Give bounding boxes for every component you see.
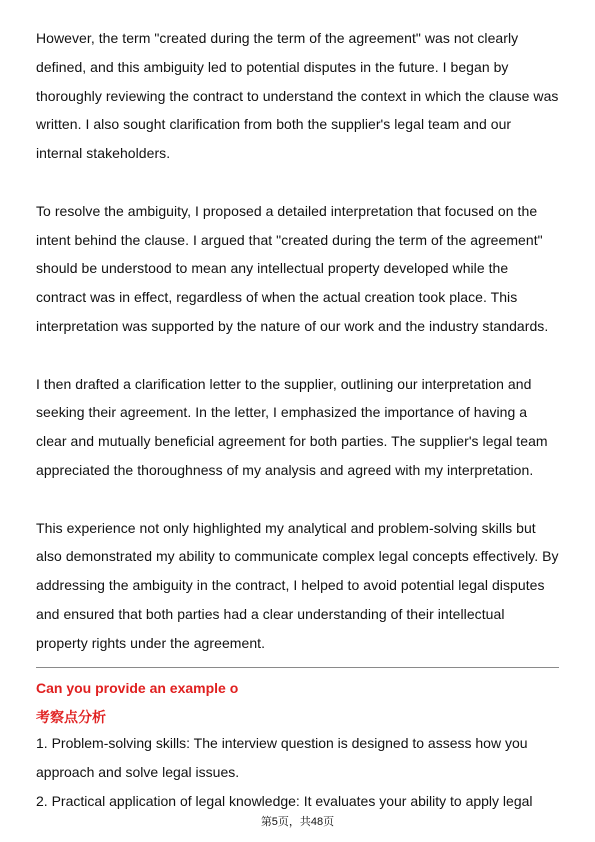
analysis-point: 2. Practical application of legal knowledge: It evaluates your ability to apply legal: [36, 792, 533, 809]
paragraph-2: To resolve the ambiguity, I proposed a detailed interpretation that focused on the intent behind the clause. I argued that "created during the term of the agreement" should be understood to mean any intellectual property developed while the contract was in effect, regardless of when the actual creation took place. This interpretation was supported by the nature of our work and the industry standards.: [36, 202, 549, 334]
section-divider: [36, 667, 559, 668]
analysis-point: 1. Problem-solving skills: The interview question is designed to assess how you approach and solve legal issues.: [36, 735, 528, 780]
paragraph-1: However, the term "created during the term of the agreement" was not clearly defined, and this ambiguity led to potential disputes in the future. I began by thoroughly reviewing the contract to understand the context in which the clause was written. I also sought clarification from both the supplier's legal team and our internal stakeholders.: [36, 30, 559, 162]
paragraph-4: This experience not only highlighted my analytical and problem-solving skills but also demonstrated my ability to communicate complex legal concepts effectively. By addressing the ambiguity in the contract, I helped to avoid potential legal disputes and ensured that both parties had a clear understanding of their intellectual property rights under the agreement.: [36, 519, 559, 651]
paragraph-3: I then drafted a clarification letter to the supplier, outlining our interpretation and seeking their agreement. In the letter, I emphasized the importance of having a clear and mutually beneficial agreement for both parties. The supplier's legal team appreciated the thoroughness of my analysis and agreed with my interpretation.: [36, 375, 548, 478]
question-title: Can you provide an example o: [36, 680, 239, 696]
analysis-points-list: [36, 729, 560, 815]
document-body: [36, 24, 560, 658]
page-number-footer: 第5页，共48页: [260, 816, 335, 828]
analysis-heading: 考察点分析: [36, 709, 106, 725]
